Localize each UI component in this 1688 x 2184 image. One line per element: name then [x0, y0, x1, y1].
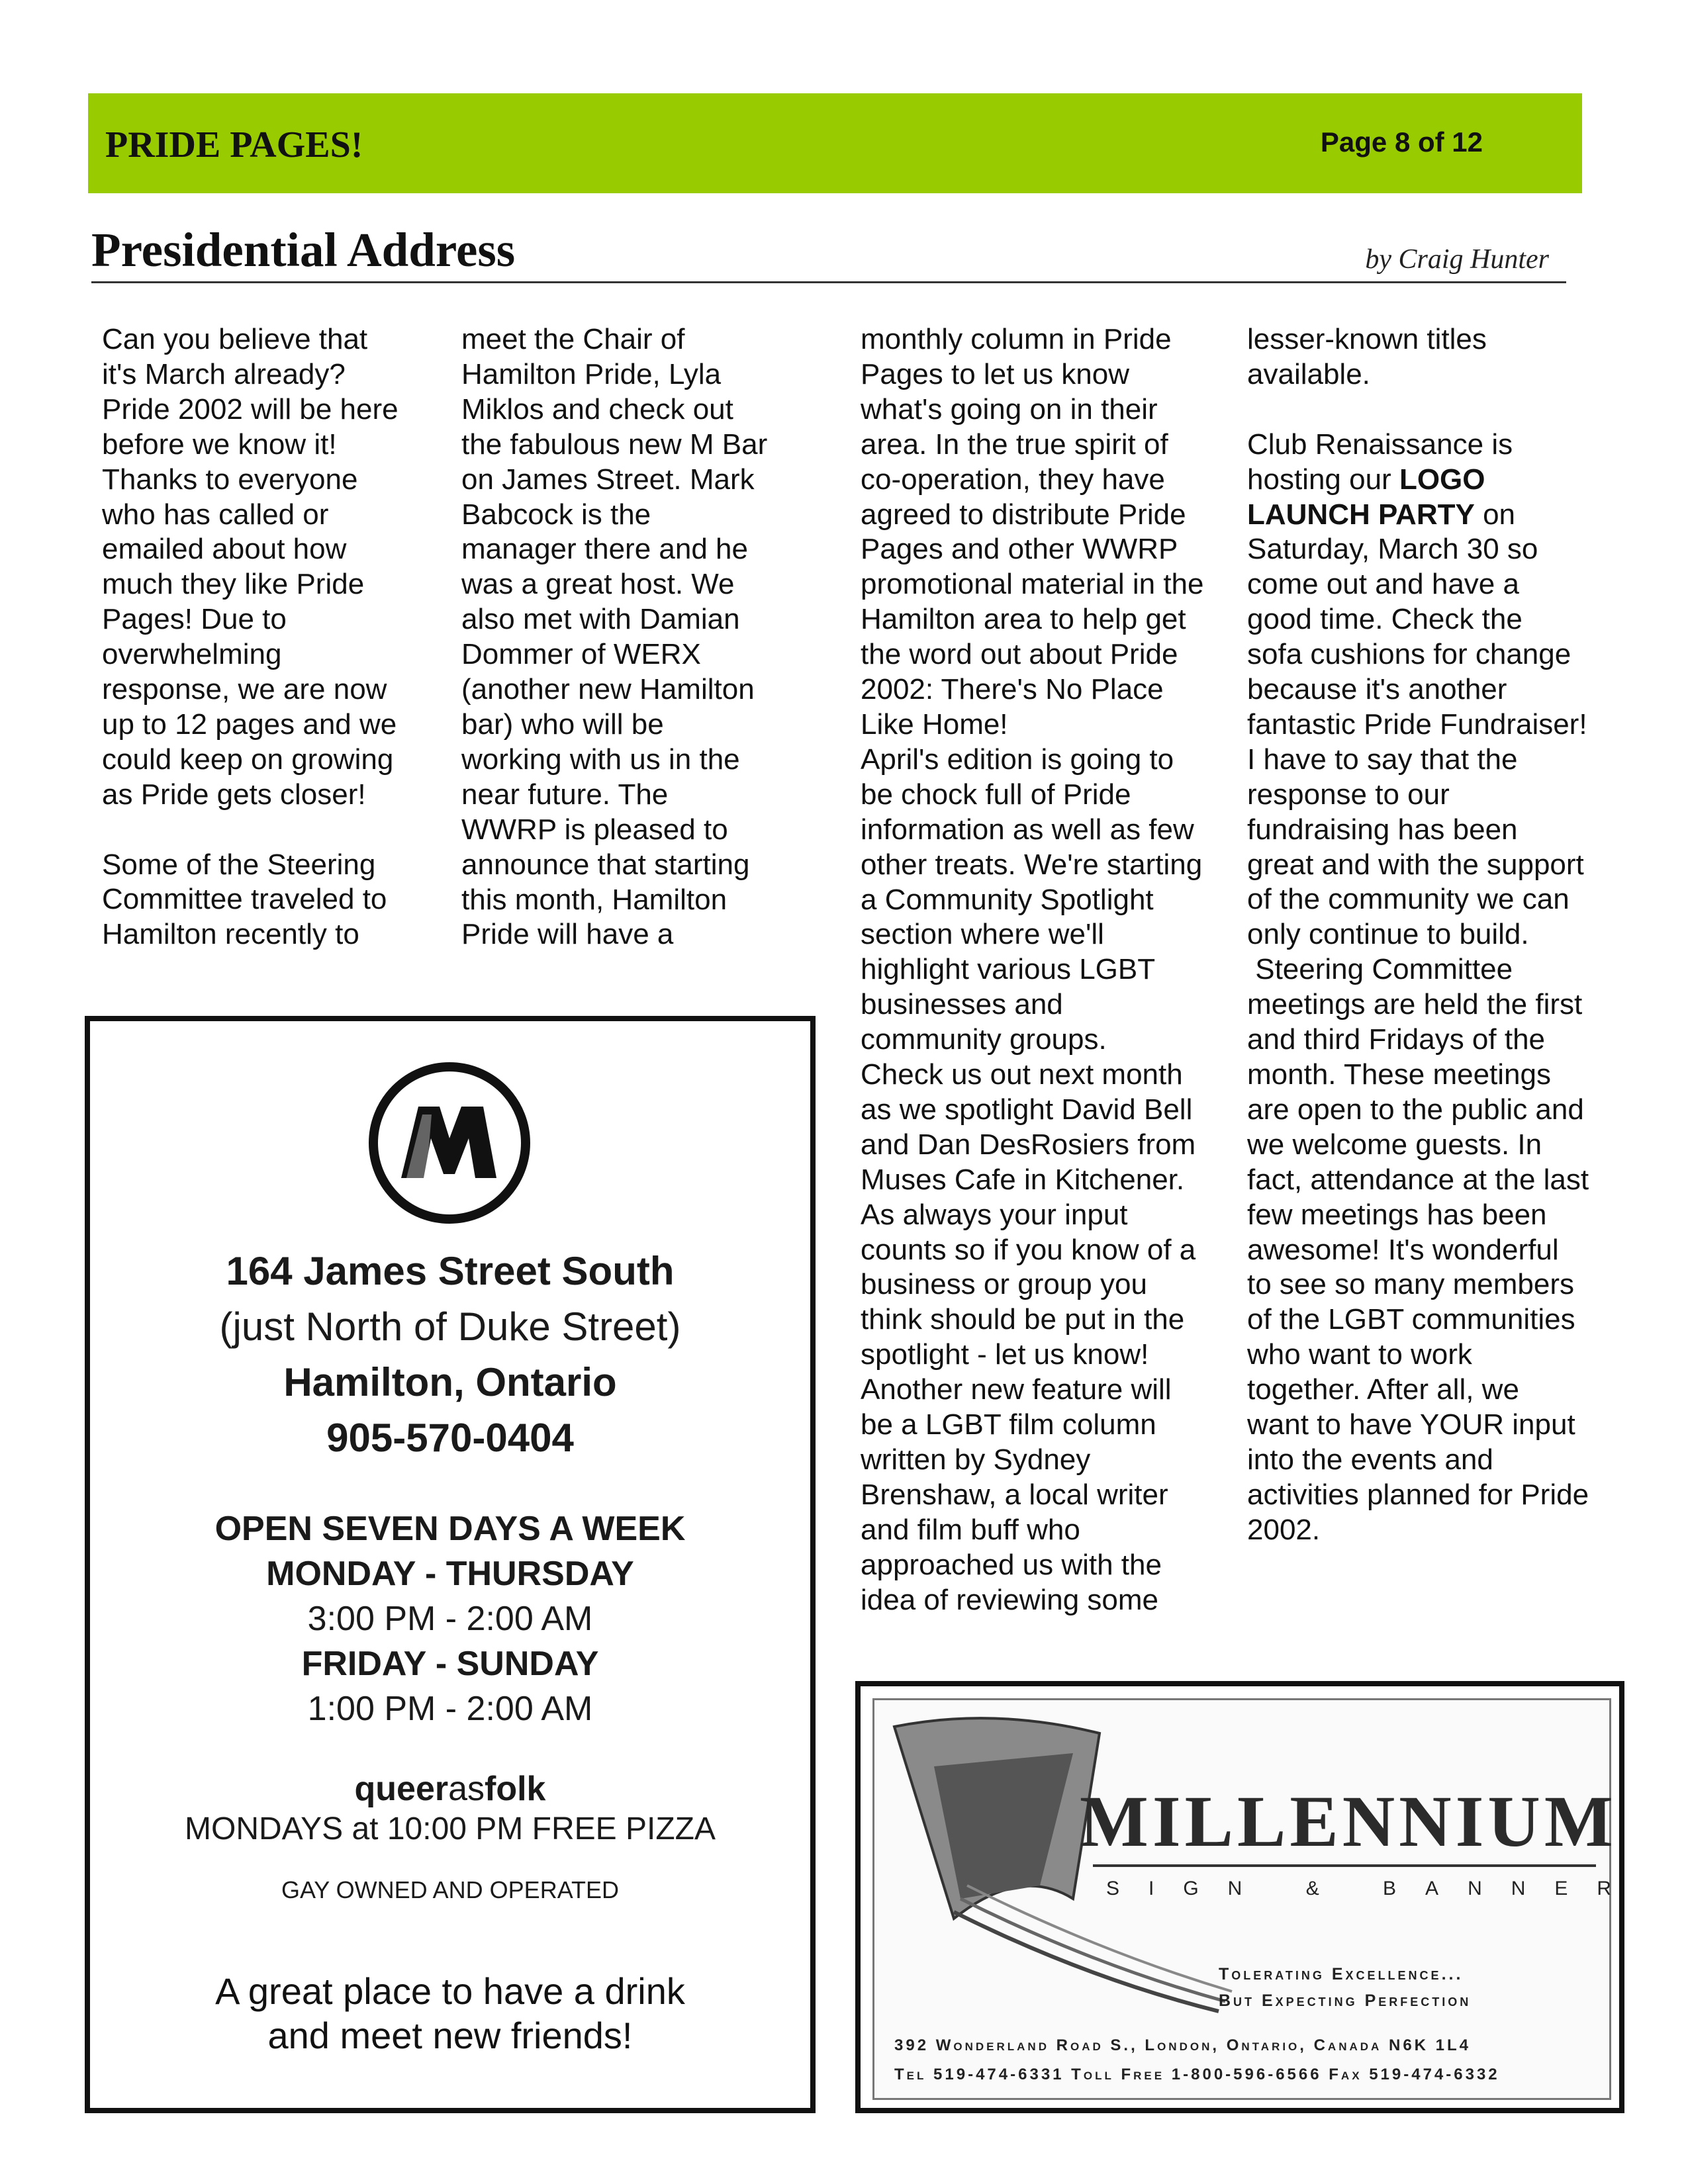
millennium-wordmark: MILLENNIUM: [1080, 1781, 1617, 1862]
mbar-days-2: FRIDAY - SUNDAY: [301, 1645, 599, 1683]
millennium-subtitle: SIGN & BANNER: [1106, 1878, 1641, 1899]
header-banner: [88, 93, 1582, 193]
millennium-contact: Tel 519-474-6331 Toll Free 1-800-596-6566 Fax 519-474-6332: [894, 2066, 1500, 2083]
mbar-cross-street: (just North of Duke Street): [219, 1304, 681, 1349]
paragraph: meet the Chair of Hamilton Pride, Lyla Miklos and check out the fabulous new M Bar on James Street. Mark Babcock is the manager there and he was a great host. We also met with Damian Dommer of WERX (another new Hamilton bar) who will be working with us in the near future. The WWRP is pleased to announce that starting this month, Hamilton Pride will have a: [461, 323, 768, 951]
millennium-ad-panel: [872, 1698, 1641, 2100]
mbar-hours-2: 1:00 PM - 2:00 AM: [307, 1690, 593, 1728]
millennium-advertisement: [855, 1681, 1641, 2113]
paragraph: Can you believe that it's March already? Pride 2002 will be here before we know it! Thanks to everyone who has called or emailed about how much they like Pride Pages! Due to overwhelming response, we are now up to 12 pages and we could keep on growing as Pride gets closer!: [102, 323, 399, 811]
mbar-advertisement: [85, 1016, 816, 2113]
mbar-monday-special: MONDAYS at 10:00 PM FREE PIZZA: [185, 1811, 716, 1846]
paragraph: Some of the Steering Committee traveled to Hamilton recently to: [102, 848, 387, 951]
article-byline: by Craig Hunter: [1365, 244, 1549, 275]
article-title: Presidential Address: [91, 223, 516, 277]
article-column-2: [461, 322, 792, 952]
paragraph: lesser-known titles available.: [1247, 323, 1487, 390]
mbar-slogan-line-1: A great place to have a drink: [215, 1970, 685, 2012]
mbar-address: 164 James Street South: [226, 1249, 675, 1293]
mbar-city: Hamilton, Ontario: [283, 1360, 617, 1404]
article-column-1: [102, 322, 426, 952]
logo-emphasis: LOGO: [1399, 463, 1485, 496]
paragraph: Club Renaissance is hosting our LOGO LAUNCH PARTY on Saturday, March 30 so come out and have a good time. Check the sofa cushions for change because it's another fantastic Pride Fundraiser! I have to say that the response to our fundraising has been great and with the support of the community we can only continue to build. Steering Committee meetings are held the first and third Fridays of the month. These meetings are open to the public and we welcome guests. In fact, attendance at the last few meetings has been awesome! It's wonderful to see so many members of the LGBT communities who want to work together. After all, we want to have YOUR input into the events and activities planned for Pride 2002.: [1247, 428, 1589, 1546]
mbar-days-1: MONDAY - THURSDAY: [266, 1555, 634, 1593]
mbar-phone: 905-570-0404: [326, 1416, 574, 1460]
mbar-hours-1: 3:00 PM - 2:00 AM: [307, 1600, 593, 1638]
mbar-open-days: OPEN SEVEN DAYS A WEEK: [214, 1510, 686, 1548]
mbar-ownership: GAY OWNED AND OPERATED: [281, 1876, 620, 1903]
launch-party-emphasis: LAUNCH PARTY: [1247, 498, 1475, 531]
article-column-4: [1247, 322, 1618, 1548]
paragraph: monthly column in Pride Pages to let us know what's going on in their area. In the true spirit of co-operation, they have agreed to distribute Pride Pages and other WWRP promotional material in the Hamilton area to help get the word out about Pride 2002: There's No Place Like Home! April's edition is going to be chock full of Pride information as well as few other treats. We're starting a Community Spotlight section where we'll highlight various LGBT businesses and community groups. Check us out next month as we spotlight David Bell and Dan DesRosiers from Muses Cafe in Kitchener. As always your input counts so if you know of a business or group you think should be put in the spotlight - let us know! Another new feature will be a LGBT film column written by Sydney Brenshaw, a local writer and film buff who approached us with the idea of reviewing some: [861, 323, 1204, 1616]
millennium-address: 392 Wonderland Road S., London, Ontario, Canada N6K 1L4: [894, 2036, 1472, 2054]
title-divider: [91, 281, 1566, 283]
mbar-slogan-line-2: and meet new friends!: [267, 2015, 633, 2056]
millennium-tagline-1: Tolerating Excellence...: [1219, 1965, 1464, 1983]
article-column-3: [861, 322, 1231, 1618]
mbar-logo: [367, 1060, 532, 1226]
newsletter-title: PRIDE PAGES!: [105, 124, 363, 165]
page-number: Page 8 of 12: [1320, 126, 1483, 158]
millennium-tagline-2: But Expecting Perfection: [1219, 1991, 1472, 2010]
queer-as-folk-logo: queerasfolk: [354, 1770, 546, 1808]
